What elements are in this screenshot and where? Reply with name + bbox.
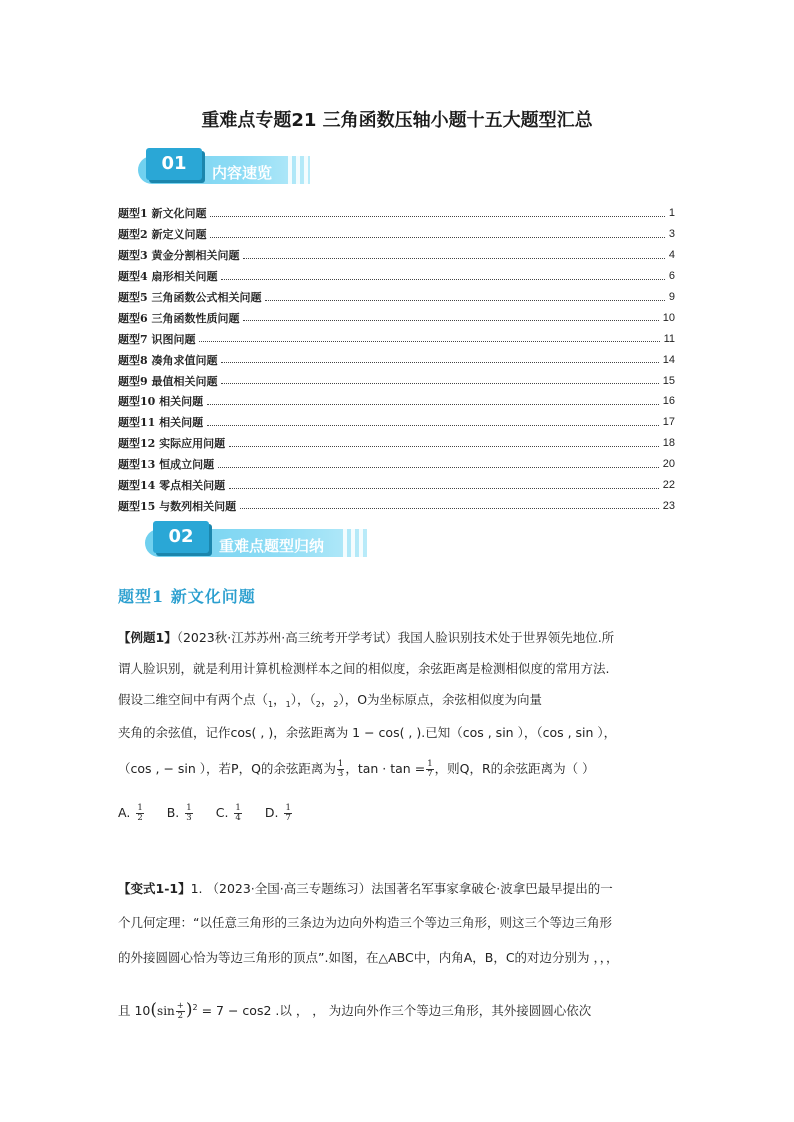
example-text: （cos , − sin ），若P，Q的余弦距离为 (118, 761, 336, 776)
toc-leader-dots (265, 300, 664, 301)
example-text: 夹角的余弦值，记作cos( , )，余弦距离为 1 − cos( , ).已知（cos , sin ），（cos , sin ）， (118, 725, 617, 740)
section-banner-contents (128, 148, 310, 190)
variant-line-4: 且 10(sin $\frac{+}{2}$ )$^2$ = 7 − cos2 .以 ， ， 为边向外作三个等边三角形，其外接圆圆心依次 (118, 1000, 592, 1021)
toc-leader-dots (229, 446, 659, 447)
answer-options (118, 804, 678, 823)
toc-item-page: 3 (668, 228, 675, 241)
example-text: ，则Q，R的余弦距离为（ ） (434, 761, 595, 776)
answer-option (264, 803, 293, 823)
toc-item[interactable] (118, 495, 675, 516)
banner-label: 重难点题型归纳 (219, 537, 325, 555)
toc-item[interactable] (118, 391, 675, 412)
banner-stripes (341, 529, 367, 557)
toc-item-page: 14 (662, 353, 675, 366)
toc-item-page: 17 (662, 416, 675, 429)
toc-item-label: 题型7 识图问题 (118, 332, 196, 346)
variant-line-3 (118, 948, 678, 966)
toc-leader-dots (221, 279, 664, 280)
toc-item-label: 题型8 凑角求值问题 (118, 353, 218, 367)
toc-item[interactable] (118, 475, 675, 496)
toc-item-label: 题型9 最值相关问题 (118, 374, 218, 388)
toc-item-label: 题型6 三角函数性质问题 (118, 311, 240, 325)
option-key: A. (118, 805, 131, 820)
toc-leader-dots (240, 508, 659, 509)
example-tag: 【例题1】 (118, 630, 177, 645)
fraction: $\frac{1}{3}$ (337, 759, 344, 779)
toc-item[interactable] (118, 454, 675, 475)
answer-option (215, 803, 243, 823)
answer-option (166, 803, 194, 823)
toc-item-page: 16 (662, 395, 675, 408)
toc-item-page: 23 (662, 499, 675, 512)
example-line-5 (118, 759, 678, 779)
toc-item[interactable] (118, 349, 675, 370)
toc-leader-dots (207, 404, 659, 405)
banner-stripes (286, 156, 312, 184)
variant-text: 且 10 (118, 1003, 151, 1018)
toc-leader-dots (243, 258, 664, 259)
banner-label: 内容速览 (212, 164, 273, 182)
fraction: $\frac{+}{2}$ (176, 1001, 184, 1021)
example-text: ），（ (290, 692, 316, 707)
fraction: $\frac{1}{4}$ (235, 803, 241, 823)
toc-item-page: 6 (668, 270, 675, 283)
toc-item[interactable] (118, 412, 675, 433)
variant-line-1 (118, 879, 678, 897)
toc-item-label: 题型11 相关问题 (118, 416, 204, 430)
toc-leader-dots (221, 383, 658, 384)
page-title: 重难点专题21 三角函数压轴小题十五大题型汇总 (201, 110, 593, 131)
table-of-contents (118, 203, 675, 516)
toc-item-page: 22 (662, 479, 675, 492)
example-text: 假设二维空间中有两个点（ (118, 692, 269, 707)
toc-item-page: 10 (662, 311, 675, 324)
example-line-3: 假设二维空间中有两个点（$_1$，$_1$），（$_2$，$_2$），O为坐标原点，余弦相似度为向量 (118, 692, 543, 709)
variant-tag: 【变式1-1】 (118, 881, 191, 896)
variant-text: 的外接圆圆心恰为等边三角形的顶点”.如图，在△ABC中，内角A，B，C的对边分别为 ，，， (118, 950, 619, 965)
toc-item-label: 题型5 三角函数公式相关问题 (118, 291, 262, 304)
toc-item-page: 15 (662, 374, 675, 387)
variant-text: = 7 − cos2 .以 ， ， 为边向外作三个等边三角形，其外接圆圆心依次 (201, 1003, 592, 1018)
toc-item-label: 题型15 与数列相关问题 (118, 499, 237, 513)
section-heading: 题型1 新文化问题 (118, 587, 256, 606)
variant-text: 个几何定理：“以任意三角形的三条边为边向外构造三个等边三角形，则这三个等边三角形 (118, 915, 612, 930)
toc-leader-dots (243, 320, 658, 321)
option-key: B. (166, 805, 180, 820)
toc-item[interactable] (118, 245, 675, 266)
toc-leader-dots (210, 216, 664, 217)
toc-leader-dots (210, 237, 664, 238)
toc-item-label: 题型3 黄金分割相关问题 (118, 249, 240, 263)
example-text: ， (320, 692, 334, 707)
toc-item[interactable] (118, 224, 675, 245)
example-text: （2023秋·江苏苏州·高三统考开学考试）我国人脸识别技术处于世界领先地位.所 (176, 630, 615, 645)
toc-item[interactable] (118, 307, 675, 328)
example-text: ），O为坐标原点，余弦相似度为向量 (338, 692, 543, 707)
toc-item-page: 1 (668, 207, 675, 220)
toc-item[interactable] (118, 328, 675, 349)
answer-option (118, 803, 145, 823)
banner-number: 01 (146, 148, 202, 180)
toc-item-label: 题型2 新定义问题 (118, 228, 207, 242)
example-line-1 (118, 628, 678, 646)
variant-text: 1. （2023·全国·高三专题练习）法国著名军事家拿破仑·波拿巴最早提出的一 (190, 881, 613, 896)
fraction: $\frac{1}{7}$ (285, 803, 291, 823)
example-text: ， (273, 692, 286, 707)
toc-item[interactable] (118, 266, 675, 287)
toc-item-label: 题型4 扇形相关问题 (118, 270, 218, 284)
toc-item[interactable] (118, 370, 675, 391)
toc-item-page: 18 (662, 437, 675, 450)
toc-item-label: 题型10 相关问题 (118, 395, 204, 409)
toc-item[interactable] (118, 287, 675, 308)
toc-item-label: 题型1 新文化问题 (118, 207, 207, 221)
toc-item[interactable] (118, 433, 675, 454)
option-key: C. (215, 805, 229, 820)
toc-leader-dots (207, 425, 659, 426)
toc-item-label: 题型13 恒成立问题 (118, 458, 215, 472)
variant-line-2 (118, 913, 678, 931)
toc-leader-dots (218, 467, 659, 468)
banner-number: 02 (153, 521, 209, 553)
toc-item-page: 4 (668, 249, 675, 262)
example-line-2 (118, 659, 678, 677)
toc-leader-dots (229, 488, 659, 489)
option-key: D. (264, 805, 279, 820)
fraction: $\frac{1}{7}$ (427, 759, 433, 779)
fraction: $\frac{1}{3}$ (186, 803, 192, 823)
example-line-4 (118, 723, 678, 741)
toc-item-label: 题型12 实际应用问题 (118, 437, 226, 451)
example-text: ，tan · tan = (345, 761, 426, 776)
section-banner-summary (135, 521, 367, 563)
toc-item-page: 9 (668, 291, 675, 303)
toc-item-label: 题型14 零点相关问题 (118, 479, 226, 493)
fraction: $\frac{1}{2}$ (137, 803, 143, 823)
toc-item-page: 20 (662, 458, 675, 471)
toc-leader-dots (221, 362, 658, 363)
toc-item[interactable] (118, 203, 675, 224)
toc-leader-dots (199, 341, 659, 342)
example-text: 谓人脸识别，就是利用计算机检测样本之间的相似度，余弦距离是检测相似度的常用方法. (118, 661, 610, 676)
toc-item-page: 11 (663, 332, 675, 345)
